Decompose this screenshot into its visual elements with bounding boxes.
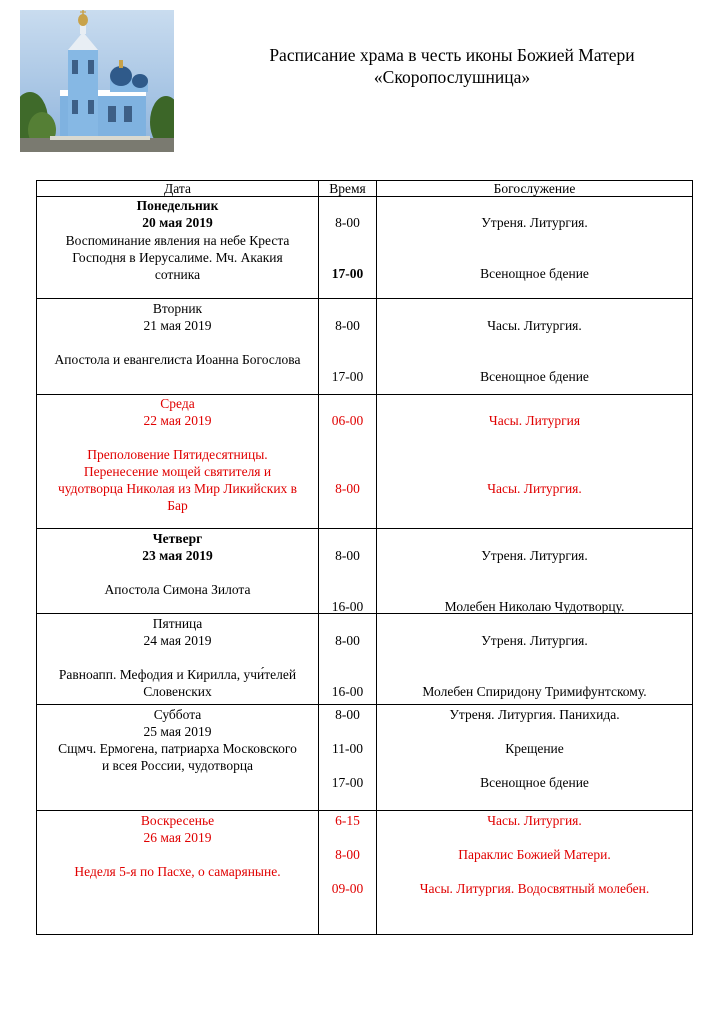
service-cell	[377, 705, 693, 811]
service: Молебен Спиридону Тримифунтскому.	[422, 684, 647, 699]
time: 16-00	[331, 684, 364, 699]
date: 25 мая 2019	[143, 724, 212, 739]
date-cell	[37, 395, 319, 529]
time: 17-00	[331, 369, 364, 384]
time-cell	[319, 197, 377, 299]
header-date: Дата	[37, 181, 319, 197]
table-row	[37, 299, 693, 395]
date-cell	[37, 197, 319, 299]
service: Часы. Литургия.	[487, 481, 582, 496]
service: Крещение	[505, 741, 564, 756]
date-cell	[37, 529, 319, 614]
feast-line: Неделя 5-я по Пасхе, о самаряныне.	[74, 864, 281, 879]
time-cell	[319, 811, 377, 935]
weekday: Понедельник	[136, 198, 219, 213]
service: Утреня. Литургия.	[481, 633, 588, 648]
service: Часы. Литургия.	[487, 318, 582, 333]
feast-line: Равноапп. Мефодия и Кирилла, учи́телей	[58, 667, 297, 682]
feast-line: Преполовение Пятидесятницы.	[87, 447, 268, 462]
service-cell	[377, 614, 693, 705]
feast-line: Воспоминание явления на небе Креста	[65, 233, 290, 248]
table-row	[37, 614, 693, 705]
service: Утреня. Литургия.	[481, 215, 588, 230]
feast-line: сотника	[154, 267, 201, 282]
weekday: Воскресенье	[140, 813, 215, 828]
service: Утреня. Литургия.	[481, 548, 588, 563]
service: Всенощное бдение	[480, 369, 589, 384]
feast-line: Апостола и евангелиста Иоанна Богослова	[54, 352, 301, 367]
time-cell	[319, 529, 377, 614]
service: Часы. Литургия	[488, 413, 581, 428]
feast-line: Господня в Иерусалиме. Мч. Акакия	[72, 250, 283, 265]
page-title	[180, 44, 724, 88]
service: Параклис Божией Матери.	[458, 847, 611, 862]
time: 6-15	[335, 813, 360, 828]
weekday: Вторник	[152, 301, 203, 316]
weekday: Пятница	[152, 616, 203, 631]
feast-line: Словенских	[143, 684, 212, 699]
title-line-1: Расписание храма в честь иконы Божией Матери	[269, 45, 635, 65]
time: 8-00	[335, 318, 360, 333]
table-row	[37, 529, 693, 614]
time-cell	[319, 395, 377, 529]
time: 8-00	[335, 847, 360, 862]
weekday: Среда	[160, 396, 195, 411]
weekday: Четверг	[152, 531, 203, 546]
weekday: Суббота	[153, 707, 202, 722]
date: 20 мая 2019	[142, 215, 213, 230]
feast-line: Апостола Симона Зилота	[104, 582, 251, 597]
service-cell	[377, 197, 693, 299]
time-cell	[319, 614, 377, 705]
feast-line: Сщмч. Ермогена, патриарха Московского	[58, 741, 297, 756]
table-row	[37, 197, 693, 299]
table-row	[37, 705, 693, 811]
time-cell	[319, 705, 377, 811]
service: Всенощное бдение	[480, 775, 589, 790]
date-cell	[37, 299, 319, 395]
time: 17-00	[331, 775, 364, 790]
service-cell	[377, 811, 693, 935]
date-cell	[37, 705, 319, 811]
time: 8-00	[335, 215, 360, 230]
time: 16-00	[331, 599, 364, 614]
time: 8-00	[335, 481, 360, 496]
time: 8-00	[335, 633, 360, 648]
time: 17-00	[331, 266, 364, 281]
service-cell	[377, 529, 693, 614]
date: 23 мая 2019	[142, 548, 213, 563]
feast-line: чудотворца Николая из Мир Ликийских в	[57, 481, 298, 496]
feast-line: Перенесение мощей святителя и	[83, 464, 272, 479]
date: 22 мая 2019	[143, 413, 212, 428]
header-time: Время	[319, 181, 377, 197]
service: Часы. Литургия. Водосвятный молебен.	[419, 881, 650, 896]
title-line-2: «Скоропослушница»	[373, 67, 531, 87]
service: Часы. Литургия.	[487, 813, 582, 828]
date-cell	[37, 614, 319, 705]
service-cell	[377, 395, 693, 529]
service-cell	[377, 299, 693, 395]
date: 21 мая 2019	[143, 318, 212, 333]
table-header-row	[37, 181, 693, 197]
time: 8-00	[335, 548, 360, 563]
date: 26 мая 2019	[143, 830, 212, 845]
church-photo	[20, 10, 174, 152]
service: Всенощное бдение	[480, 266, 589, 281]
date-cell	[37, 811, 319, 935]
service: Молебен Николаю Чудотворцу.	[444, 599, 625, 614]
time: 11-00	[332, 741, 363, 756]
time: 06-00	[331, 413, 364, 428]
feast-line: и всея России, чудотворца	[101, 758, 254, 773]
feast-line: Бар	[167, 498, 188, 513]
service: Утреня. Литургия. Панихида.	[449, 707, 620, 722]
time-cell	[319, 299, 377, 395]
header-service: Богослужение	[377, 181, 693, 197]
time: 09-00	[331, 881, 364, 896]
schedule-table	[36, 180, 693, 935]
time: 8-00	[335, 707, 360, 722]
date: 24 мая 2019	[143, 633, 212, 648]
table-row	[37, 395, 693, 529]
table-row	[37, 811, 693, 935]
